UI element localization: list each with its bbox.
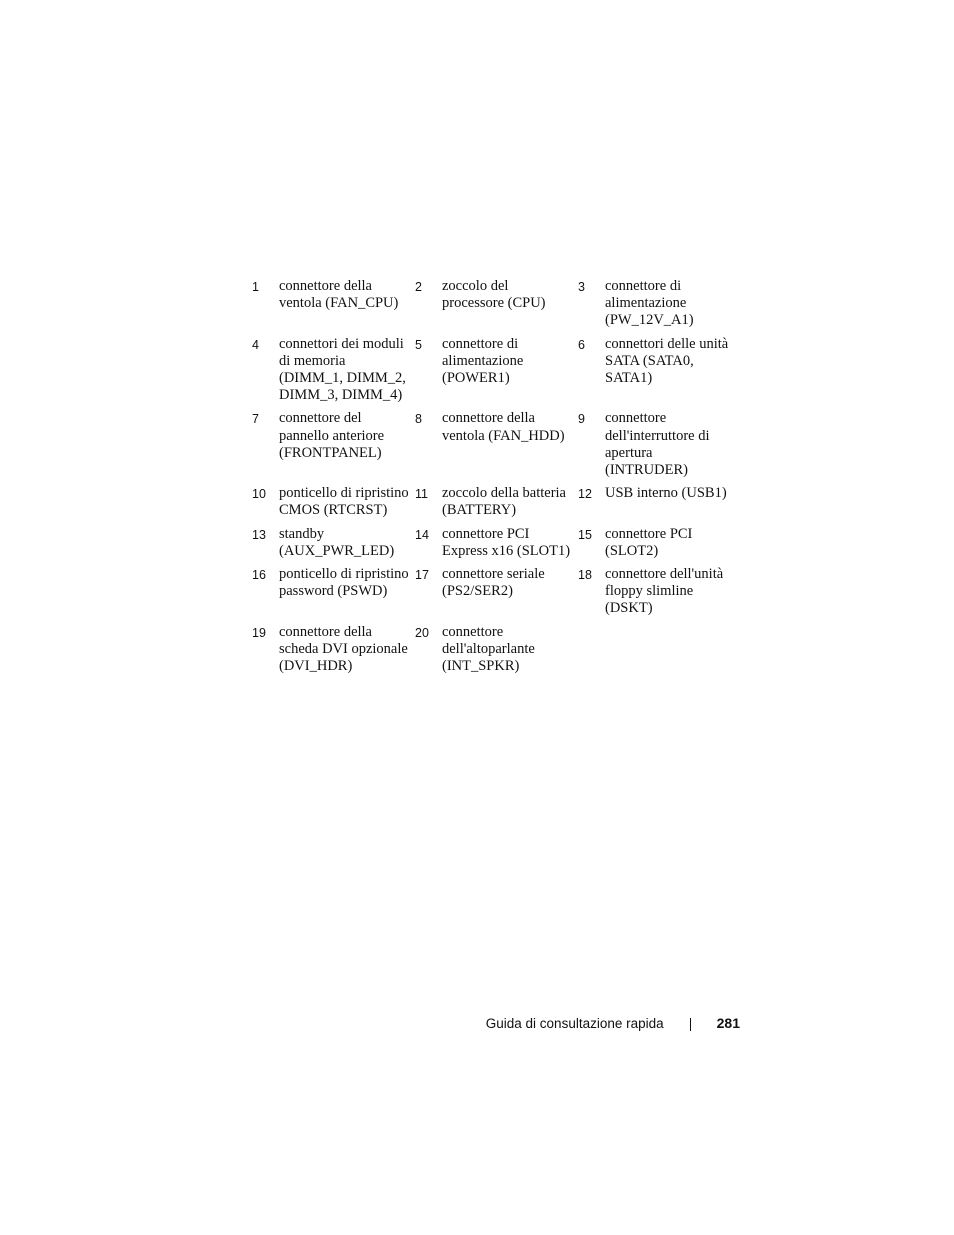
legend-item bbox=[252, 278, 415, 330]
legend-row bbox=[252, 485, 742, 519]
legend-item bbox=[252, 624, 415, 676]
legend-description: ponticello di ripristino CMOS (RTCRST) bbox=[279, 485, 409, 519]
legend-number: 10 bbox=[252, 487, 266, 502]
legend-number: 9 bbox=[578, 412, 585, 427]
legend-description: zoccolo del processore (CPU) bbox=[442, 278, 546, 312]
legend-description: standby (AUX_PWR_LED) bbox=[279, 525, 395, 559]
legend-item bbox=[252, 485, 415, 519]
legend-description: connettore della ventola (FAN_CPU) bbox=[279, 278, 399, 312]
legend-item bbox=[578, 410, 742, 479]
legend-number: 5 bbox=[415, 337, 422, 352]
legend-description: connettore del pannello anteriore (FRONTPANEL) bbox=[279, 410, 385, 461]
legend-item bbox=[415, 278, 578, 330]
legend-item bbox=[252, 526, 415, 560]
page-footer bbox=[486, 1015, 740, 1031]
legend-number: 8 bbox=[415, 412, 422, 427]
legend-description: connettore dell'unità floppy slimline (DSKT) bbox=[605, 566, 724, 617]
page-number: 281 bbox=[716, 1015, 740, 1031]
legend-description: connettori dei moduli di memoria (DIMM_1, DIMM_2, DIMM_3, DIMM_4) bbox=[279, 335, 406, 404]
legend-row bbox=[252, 624, 742, 676]
legend-number: 14 bbox=[415, 527, 429, 542]
legend-description: zoccolo della batteria (BATTERY) bbox=[442, 485, 566, 519]
legend-number: 19 bbox=[252, 625, 266, 640]
legend-description: connettore dell'interruttore di apertura (INTRUDER) bbox=[605, 410, 710, 479]
legend-item bbox=[578, 336, 742, 405]
legend-description: connettore di alimentazione (PW_12V_A1) bbox=[605, 278, 694, 329]
legend-number: 20 bbox=[415, 625, 429, 640]
legend-description: connettore PCI Express x16 (SLOT1) bbox=[442, 525, 571, 559]
legend-description: ponticello di ripristino password (PSWD) bbox=[279, 566, 409, 600]
legend-number: 12 bbox=[578, 487, 592, 502]
legend-row bbox=[252, 278, 742, 330]
legend-description: connettore dell'altoparlante (INT_SPKR) bbox=[442, 623, 535, 675]
legend-description: connettore di alimentazione (POWER1) bbox=[442, 335, 524, 387]
legend-description: USB interno (USB1) bbox=[605, 485, 727, 502]
legend-item bbox=[415, 336, 578, 405]
legend-description: connettore PCI (SLOT2) bbox=[605, 525, 693, 559]
legend-number: 18 bbox=[578, 568, 592, 583]
legend-item bbox=[252, 410, 415, 479]
legend-number: 7 bbox=[252, 412, 259, 427]
legend-item bbox=[578, 485, 742, 519]
legend-item bbox=[578, 278, 742, 330]
legend-item bbox=[252, 566, 415, 618]
legend-item bbox=[252, 336, 415, 405]
footer-document-title: Guida di consultazione rapida bbox=[485, 1016, 664, 1031]
legend-item bbox=[415, 624, 578, 676]
legend-number: 2 bbox=[415, 280, 422, 294]
legend-item bbox=[415, 526, 578, 560]
footer-divider bbox=[690, 1018, 691, 1031]
legend-item bbox=[578, 526, 742, 560]
legend-number: 16 bbox=[252, 568, 266, 583]
legend-description: connettore della ventola (FAN_HDD) bbox=[442, 410, 565, 444]
legend-item bbox=[415, 566, 578, 618]
legend-row bbox=[252, 410, 742, 479]
legend-number: 15 bbox=[578, 527, 592, 542]
legend-number: 6 bbox=[578, 337, 585, 352]
legend-description: connettori delle unità SATA (SATA0, SATA1) bbox=[605, 335, 729, 387]
legend-item bbox=[578, 566, 742, 618]
connector-legend-table bbox=[252, 278, 742, 681]
legend-number: 4 bbox=[252, 337, 259, 352]
legend-number: 11 bbox=[415, 487, 428, 502]
legend-row bbox=[252, 336, 742, 405]
legend-row bbox=[252, 526, 742, 560]
legend-item-empty bbox=[578, 624, 742, 676]
legend-description: connettore seriale (PS2/SER2) bbox=[442, 566, 545, 600]
legend-number: 13 bbox=[252, 527, 266, 542]
legend-number: 1 bbox=[252, 280, 259, 294]
legend-number: 3 bbox=[578, 280, 585, 294]
legend-item bbox=[415, 410, 578, 479]
legend-item bbox=[415, 485, 578, 519]
legend-number: 17 bbox=[415, 568, 429, 583]
legend-description: connettore della scheda DVI opzionale (DVI_HDR) bbox=[279, 623, 408, 675]
legend-row bbox=[252, 566, 742, 618]
